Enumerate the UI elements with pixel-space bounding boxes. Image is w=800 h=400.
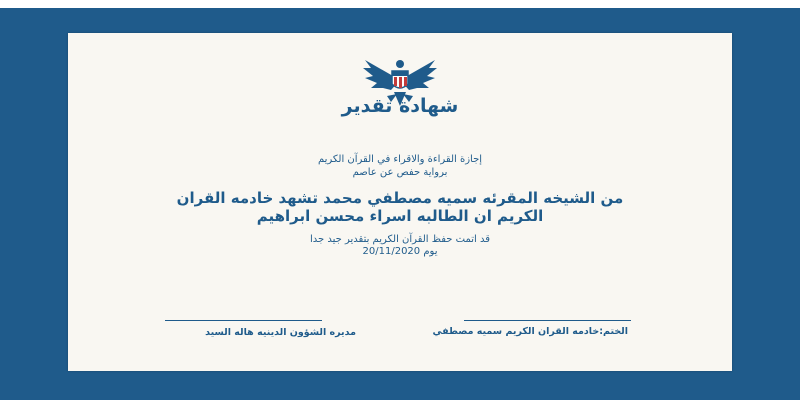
signature-line-right [464,320,631,321]
main-statement-line-2: الكريم ان الطالبه اسراء محسن ابراهيم [256,207,544,225]
top-border [0,0,800,8]
subtitle-line-2: برواية حفص عن عاصم [352,167,448,178]
certificate-title: شهادة تقدير [341,95,459,117]
completion-detail: قد اتمت حفظ القرآن الكريم بتقدير جيد جدا [309,234,491,245]
subtitle-line-1: إجازة القراءة والاقراء في القرآن الكريم [317,154,483,165]
completion-date: يوم 20/11/2020 [362,246,438,257]
certificate-card [68,33,732,371]
main-statement-line-1: من الشيخه المقرئه سميه مصطفي محمد تشهد خادمه القران [176,189,624,207]
signature-line-left [165,320,322,321]
signature-stamp: الختم:خادمه القران الكريم سميه مصطفي [432,326,628,337]
signature-religious-affairs: مديره الشؤون الدينيه هاله السيد [205,327,356,338]
